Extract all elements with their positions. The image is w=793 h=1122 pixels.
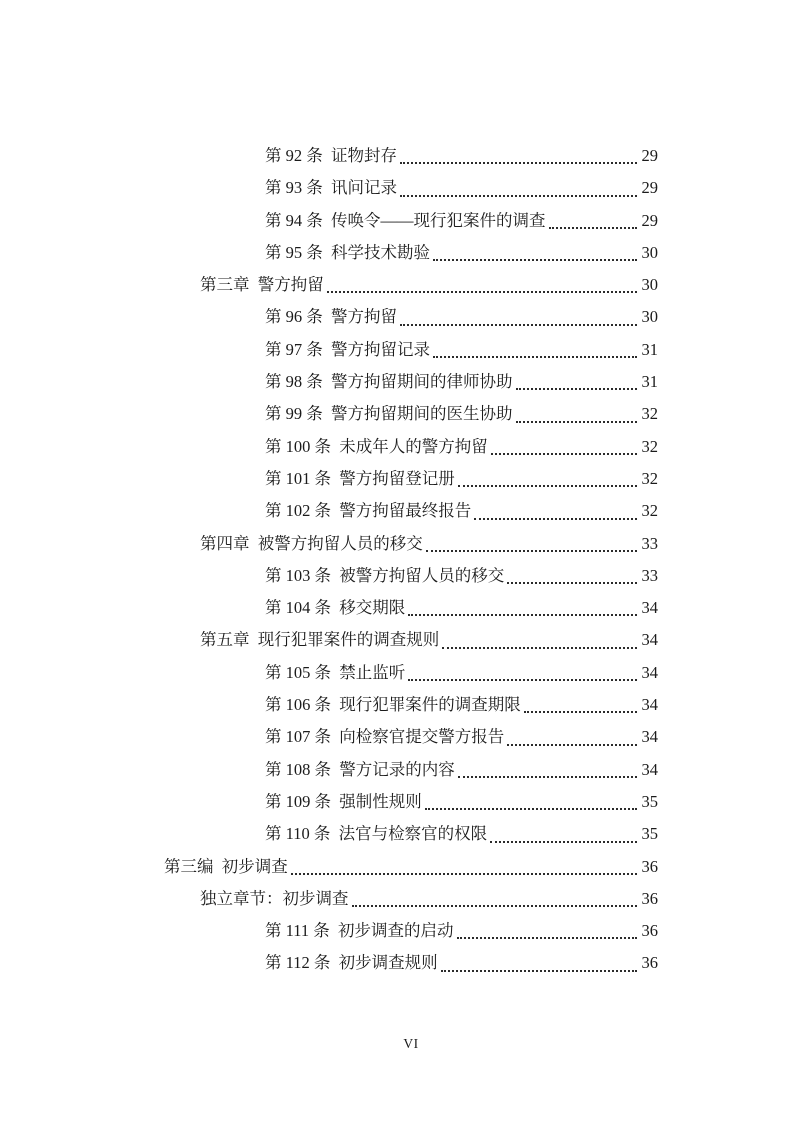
- toc-entry-page-number: 35: [641, 791, 658, 811]
- toc-entry-page-number: 34: [641, 695, 658, 715]
- toc-entry-label: 第三章 警方拘留: [200, 275, 324, 295]
- dot-leader: [433, 334, 637, 366]
- toc-entry-label: 第四章 被警方拘留人员的移交: [200, 533, 423, 553]
- toc-entry-page-number: 33: [641, 533, 658, 553]
- toc-entry-page-number: 34: [641, 630, 658, 650]
- toc-entry[interactable]: [164, 851, 658, 883]
- toc-entry[interactable]: [164, 560, 658, 592]
- toc-entry[interactable]: [164, 528, 658, 560]
- toc-entry-label: 第三编 初步调查: [164, 856, 288, 876]
- toc-entry[interactable]: [164, 398, 658, 430]
- toc-entry[interactable]: [164, 624, 658, 656]
- toc-entry-label: 第 98 条 警方拘留期间的律师协助: [265, 372, 513, 392]
- toc-entry-page-number: 30: [641, 307, 658, 327]
- dot-leader: [457, 915, 637, 947]
- toc-entry[interactable]: [164, 205, 658, 237]
- toc-entry-page-number: 34: [641, 598, 658, 618]
- toc-entry-page-number: 30: [641, 275, 658, 295]
- dot-leader: [408, 592, 636, 624]
- toc-entry-page-number: 32: [641, 501, 658, 521]
- toc-entry-label: 第 103 条 被警方拘留人员的移交: [265, 565, 505, 585]
- toc-entry[interactable]: [164, 431, 658, 463]
- toc-entry-label: 第 110 条 法官与检察官的权限: [265, 824, 488, 844]
- dot-leader: [291, 851, 637, 883]
- dot-leader: [425, 786, 637, 818]
- toc-entry-label: 第 106 条 现行犯罪案件的调查期限: [265, 695, 521, 715]
- toc-entry[interactable]: [164, 269, 658, 301]
- dot-leader: [433, 237, 637, 269]
- toc-entry-label: 第 108 条 警方记录的内容: [265, 759, 455, 779]
- toc-entry-page-number: 36: [641, 888, 658, 908]
- toc-entry-label: 第五章 现行犯罪案件的调查规则: [200, 630, 440, 650]
- toc-entry-page-number: 29: [641, 178, 658, 198]
- toc-entry-label: 第 97 条 警方拘留记录: [265, 339, 430, 359]
- toc-entry-page-number: 32: [641, 468, 658, 488]
- dot-leader: [507, 721, 636, 753]
- toc-entry-page-number: 33: [641, 565, 658, 585]
- toc-entry-label: 第 95 条 科学技术勘验: [265, 242, 430, 262]
- toc-entry-label: 独立章节：初步调查: [200, 888, 349, 908]
- toc-entry[interactable]: [164, 657, 658, 689]
- dot-leader: [549, 205, 637, 237]
- toc-entry[interactable]: [164, 301, 658, 333]
- toc-entry-label: 第 104 条 移交期限: [265, 598, 406, 618]
- toc-entry-page-number: 36: [641, 953, 658, 973]
- dot-leader: [400, 140, 637, 172]
- dot-leader: [516, 398, 637, 430]
- toc-entry-label: 第 109 条 强制性规则: [265, 791, 422, 811]
- toc-entry[interactable]: [164, 947, 658, 979]
- toc-entry[interactable]: [164, 786, 658, 818]
- dot-leader: [491, 431, 637, 463]
- toc-entry[interactable]: [164, 818, 658, 850]
- table-of-contents: [164, 140, 658, 980]
- toc-entry-page-number: 32: [641, 436, 658, 456]
- toc-entry-label: 第 107 条 向检察官提交警方报告: [265, 727, 505, 747]
- dot-leader: [441, 947, 637, 979]
- toc-entry-page-number: 34: [641, 759, 658, 779]
- toc-entry-page-number: 35: [641, 824, 658, 844]
- toc-entry-page-number: 30: [641, 242, 658, 262]
- toc-entry-page-number: 36: [641, 856, 658, 876]
- toc-entry-label: 第 101 条 警方拘留登记册: [265, 468, 455, 488]
- footer-page-number: VI: [403, 1036, 419, 1051]
- dot-leader: [327, 269, 637, 301]
- dot-leader: [408, 657, 636, 689]
- toc-entry-label: 第 94 条 传唤令——现行犯案件的调查: [265, 210, 546, 230]
- toc-entry-page-number: 29: [641, 210, 658, 230]
- toc-entry[interactable]: [164, 172, 658, 204]
- toc-entry-page-number: 34: [641, 662, 658, 682]
- toc-entry-page-number: 29: [641, 146, 658, 165]
- toc-entry-label: 第 102 条 警方拘留最终报告: [265, 501, 472, 521]
- toc-entry[interactable]: [164, 366, 658, 398]
- dot-leader: [458, 463, 637, 495]
- toc-entry[interactable]: [164, 754, 658, 786]
- toc-entry-page-number: 31: [641, 372, 658, 392]
- dot-leader: [474, 495, 636, 527]
- toc-entry[interactable]: [164, 237, 658, 269]
- toc-entry-label: 第 111 条 初步调查的启动: [265, 921, 454, 941]
- toc-entry[interactable]: [164, 495, 658, 527]
- toc-entry-page-number: 34: [641, 727, 658, 747]
- dot-leader: [426, 528, 637, 560]
- dot-leader: [400, 301, 637, 333]
- toc-entry[interactable]: [164, 463, 658, 495]
- dot-leader: [507, 560, 636, 592]
- toc-entry[interactable]: [164, 334, 658, 366]
- dot-leader: [490, 818, 636, 850]
- dot-leader: [458, 754, 637, 786]
- dot-leader: [524, 689, 637, 721]
- toc-entry-label: 第 92 条 证物封存: [265, 146, 397, 165]
- toc-entry-label: 第 112 条 初步调查规则: [265, 953, 438, 973]
- dot-leader: [516, 366, 637, 398]
- dot-leader: [352, 883, 637, 915]
- toc-entry[interactable]: [164, 883, 658, 915]
- dot-leader: [400, 172, 637, 204]
- toc-entry-label: 第 96 条 警方拘留: [265, 307, 397, 327]
- dot-leader: [442, 624, 636, 656]
- toc-entry-label: 第 99 条 警方拘留期间的医生协助: [265, 404, 513, 424]
- toc-entry-label: 第 100 条 未成年人的警方拘留: [265, 436, 488, 456]
- toc-entry[interactable]: [164, 915, 658, 947]
- toc-entry[interactable]: [164, 721, 658, 753]
- toc-entry-label: 第 93 条 讯问记录: [265, 178, 397, 198]
- toc-entry-page-number: 36: [641, 921, 658, 941]
- toc-entry-page-number: 32: [641, 404, 658, 424]
- toc-entry[interactable]: [164, 689, 658, 721]
- toc-entry[interactable]: [164, 140, 658, 172]
- toc-entry-label: 第 105 条 禁止监听: [265, 662, 406, 682]
- toc-entry[interactable]: [164, 592, 658, 624]
- toc-entry-page-number: 31: [641, 339, 658, 359]
